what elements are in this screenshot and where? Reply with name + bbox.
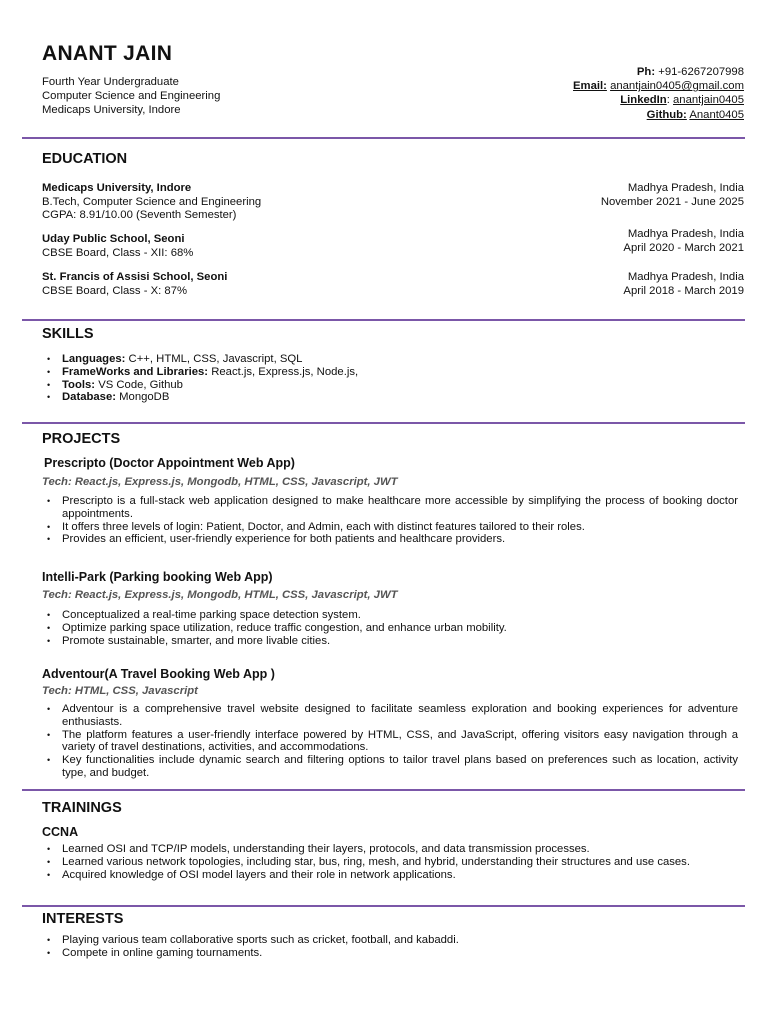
skill-value: MongoDB	[119, 391, 170, 404]
list-item: • Learned OSI and TCP/IP models, understanding their layers, protocols, and data transmission processes.	[42, 843, 738, 856]
section-divider	[22, 137, 745, 139]
dates: April 2020 - March 2021	[623, 241, 744, 254]
education-entry	[42, 182, 261, 223]
training-title: CCNA	[42, 825, 79, 839]
email-link[interactable]: anantjain0405@gmail.com	[610, 80, 744, 93]
subtitle-line: Fourth Year Undergraduate	[42, 76, 179, 88]
list-item: • Optimize parking space utilization, reduce traffic congestion, and enhance urban mobility.	[42, 622, 738, 635]
list-item: • Acquired knowledge of OSI model layers and their role in network applications.	[42, 869, 738, 882]
section-divider	[22, 422, 745, 424]
list-item: • Adventour is a comprehensive travel website designed to facilitate seamless exploration and booking experiences for adventure enthusiasts.	[42, 703, 738, 729]
dates: November 2021 - June 2025	[600, 195, 744, 208]
skill-value: React.js, Express.js, Node.js,	[211, 365, 359, 378]
list-item: • Key functionalities include dynamic search and filtering options to tailor travel plans based on preferences such as location, activity type, and budget.	[42, 754, 738, 780]
list-item: • It offers three levels of login: Patient, Doctor, and Admin, each with distinct features tailored to their roles.	[42, 521, 738, 534]
list-item: • Compete in online gaming tournaments.	[42, 947, 738, 960]
github-line	[573, 108, 744, 122]
skill-label: FrameWorks and Libraries:	[62, 365, 209, 378]
email-label[interactable]: Email:	[573, 80, 607, 93]
project-tech: Tech: React.js, Express.js, Mongodb, HTML, CSS, Javascript, JWT	[42, 476, 398, 488]
education-meta	[601, 182, 744, 209]
project-bullets	[42, 609, 738, 647]
github-link[interactable]: Anant0405	[689, 108, 744, 121]
project-title: Prescripto (Doctor Appointment Web App)	[44, 456, 295, 470]
header-subtitle	[42, 75, 220, 118]
list-item: • Learned various network topologies, including star, bus, ring, mesh, and hybrid, understanding their structures and use cases.	[42, 856, 738, 869]
list-item	[42, 353, 738, 366]
list-item: • Promote sustainable, smarter, and more livable cities.	[42, 635, 738, 648]
school-name: Uday Public School, Seoni	[42, 233, 185, 245]
section-divider	[22, 905, 745, 907]
skill-label: Database:	[62, 391, 116, 404]
dates: April 2018 - March 2019	[623, 284, 744, 297]
project-title: Intelli-Park (Parking booking Web App)	[42, 570, 273, 584]
training-bullets	[42, 843, 738, 881]
linkedin-label[interactable]: LinkedIn	[620, 94, 667, 107]
section-heading-skills: SKILLS	[42, 326, 94, 342]
section-heading-interests: INTERESTS	[42, 911, 124, 927]
list-item: • Provides an efficient, user-friendly experience for both patients and healthcare providers.	[42, 533, 738, 546]
section-heading-trainings: TRAININGS	[42, 800, 122, 816]
section-divider	[22, 319, 745, 321]
interests-bullets	[42, 934, 738, 960]
education-meta	[623, 271, 744, 298]
github-label[interactable]: Github:	[646, 108, 687, 121]
skill-value: VS Code, Github	[98, 378, 183, 391]
skills-list	[42, 353, 738, 404]
contact-block	[573, 65, 744, 122]
degree-line: B.Tech, Computer Science and Engineering	[42, 195, 262, 208]
list-item	[42, 366, 738, 379]
project-bullets	[42, 495, 738, 546]
skill-label: Tools:	[62, 378, 96, 391]
project-tech: Tech: HTML, CSS, Javascript	[42, 685, 198, 697]
section-heading-projects: PROJECTS	[42, 431, 121, 447]
project-tech: Tech: React.js, Express.js, Mongodb, HTML, CSS, Javascript, JWT	[42, 589, 398, 601]
school-name: Medicaps University, Indore	[42, 182, 192, 194]
project-title: Adventour(A Travel Booking Web App )	[42, 667, 275, 681]
subtitle-line: Computer Science and Engineering	[42, 90, 221, 103]
education-meta	[623, 228, 744, 255]
grade-line: CBSE Board, Class - XII: 68%	[42, 246, 194, 259]
list-item: • Conceptualized a real-time parking space detection system.	[42, 609, 738, 622]
section-heading-education: EDUCATION	[42, 151, 128, 167]
email-line	[573, 79, 744, 93]
section-divider	[22, 789, 745, 791]
phone-number: +91-6267207998	[658, 66, 744, 78]
grade-line: CGPA: 8.91/10.00 (Seventh Semester)	[42, 209, 237, 221]
skill-value: C++, HTML, CSS, Javascript, SQL	[128, 353, 303, 365]
phone-line	[573, 65, 744, 79]
phone-label: Ph:	[636, 66, 656, 78]
linkedin-line: LinkedIn: anantjain0405	[620, 94, 744, 107]
education-entry	[42, 271, 227, 298]
list-item	[42, 391, 738, 404]
location: Madhya Pradesh, India	[627, 182, 744, 194]
linkedin-link[interactable]: anantjain0405	[673, 94, 744, 107]
education-entry	[42, 233, 193, 260]
list-item: • Prescripto is a full-stack web application designed to make healthcare more accessible by simplifying the process of booking doctor appointments.	[42, 495, 738, 521]
list-item	[42, 379, 738, 392]
skill-label: Languages:	[62, 353, 126, 365]
location: Madhya Pradesh, India	[627, 271, 744, 283]
list-item: • Playing various team collaborative sports such as cricket, football, and kabaddi.	[42, 934, 738, 947]
location: Madhya Pradesh, India	[627, 228, 744, 240]
candidate-name: ANANT JAIN	[42, 42, 173, 65]
project-bullets	[42, 703, 738, 780]
list-item: • The platform features a user-friendly interface powered by HTML, CSS, and JavaScript, offering visitors easy navigation through a variety of travel destinations, activities, and accommodations.	[42, 729, 738, 755]
school-name: St. Francis of Assisi School, Seoni	[42, 271, 228, 283]
grade-line: CBSE Board, Class - X: 87%	[42, 284, 188, 297]
subtitle-line: Medicaps University, Indore	[42, 104, 181, 117]
